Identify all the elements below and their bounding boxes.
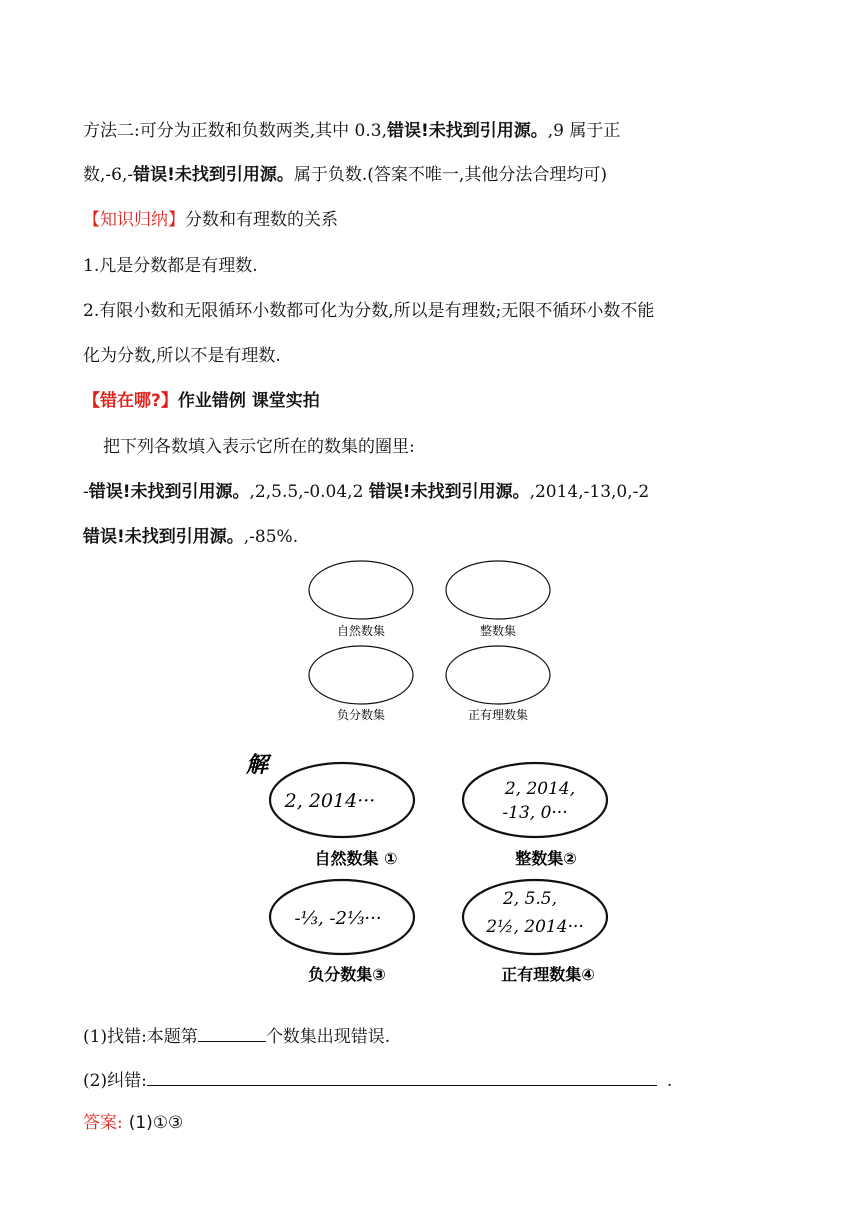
text: 1.凡是分数都是有理数.: [83, 256, 258, 276]
handwritten-content: 2, 2014···: [284, 790, 376, 812]
text: (2)纠错:: [83, 1071, 147, 1091]
find-error-line: [83, 1022, 390, 1047]
jie-handwritten: 解: [246, 752, 269, 778]
error-ref: 错误!未找到引用源。: [133, 165, 294, 185]
text: ,2,5.5,-0.04,2: [249, 482, 369, 502]
text: .: [666, 1071, 673, 1091]
set-label: 整数集: [479, 624, 517, 638]
knowledge-title: 分数和有理数的关系: [185, 210, 338, 230]
blank-2[interactable]: [147, 1069, 657, 1086]
set-ellipse-natural: [309, 561, 413, 619]
set-ellipse-neg-fraction: [309, 646, 413, 704]
error-title: 作业错例 课堂实拍: [177, 391, 320, 411]
text: 把下列各数填入表示它所在的数集的圈里:: [103, 437, 415, 457]
text: 数,-6,-: [83, 165, 134, 185]
text: -: [83, 482, 89, 502]
text: 2.有限小数和无限循环小数都可化为分数,所以是有理数;无限不循环小数不能: [83, 301, 655, 321]
text: 属于负数.(答案不唯一,其他分法合理均可): [293, 165, 607, 185]
text: 化为分数,所以不是有理数.: [83, 346, 281, 366]
error-ref: 错误!未找到引用源。: [83, 527, 244, 547]
handwritten-content: 2, 5.5,: [502, 889, 558, 909]
error-ref: 错误!未找到引用源。: [88, 482, 250, 502]
handwritten-content: -⅓, -2⅓···: [294, 908, 382, 929]
fix-error-line: [83, 1066, 672, 1091]
text: ,-85%.: [243, 527, 299, 547]
set-label: 自然数集: [336, 624, 386, 638]
text: ,2014,-13,0,-2: [529, 482, 650, 502]
answer-value: (1)①③: [128, 1113, 184, 1133]
text: 个数集出现错误.: [265, 1027, 391, 1047]
handwritten-content: -13, 0···: [502, 803, 568, 823]
answer-set-label: 正有理数集④: [501, 965, 595, 984]
set-label: 负分数集: [336, 708, 386, 722]
answer-set-label: 自然数集 ①: [314, 849, 398, 868]
answer-set-label: 整数集②: [515, 849, 577, 868]
error-tag: 【错在哪?】: [83, 391, 178, 411]
error-ref: 错误!未找到引用源。: [368, 482, 530, 502]
answer-label: 答案:: [83, 1113, 123, 1133]
text: (1)找错:本题第: [83, 1027, 198, 1047]
error-ref: 错误!未找到引用源。: [386, 121, 548, 141]
knowledge-tag: 【知识归纳】: [83, 210, 185, 230]
answer-line: [83, 1108, 183, 1133]
answer-set-label: 负分数集③: [308, 965, 386, 984]
handwritten-content: 2, 2014,: [504, 779, 576, 799]
set-ellipse-pos-rational: [446, 646, 550, 704]
set-label: 正有理数集: [467, 708, 529, 722]
answer-ellipse-integer: [463, 763, 607, 837]
set-ellipse-integer: [446, 561, 550, 619]
text: ,9 属于正: [547, 121, 621, 141]
blank-1[interactable]: [198, 1025, 266, 1042]
handwritten-content: 2½, 2014···: [486, 917, 584, 937]
text: 方法二:可分为正数和负数两类,其中 0.3,: [83, 121, 387, 141]
